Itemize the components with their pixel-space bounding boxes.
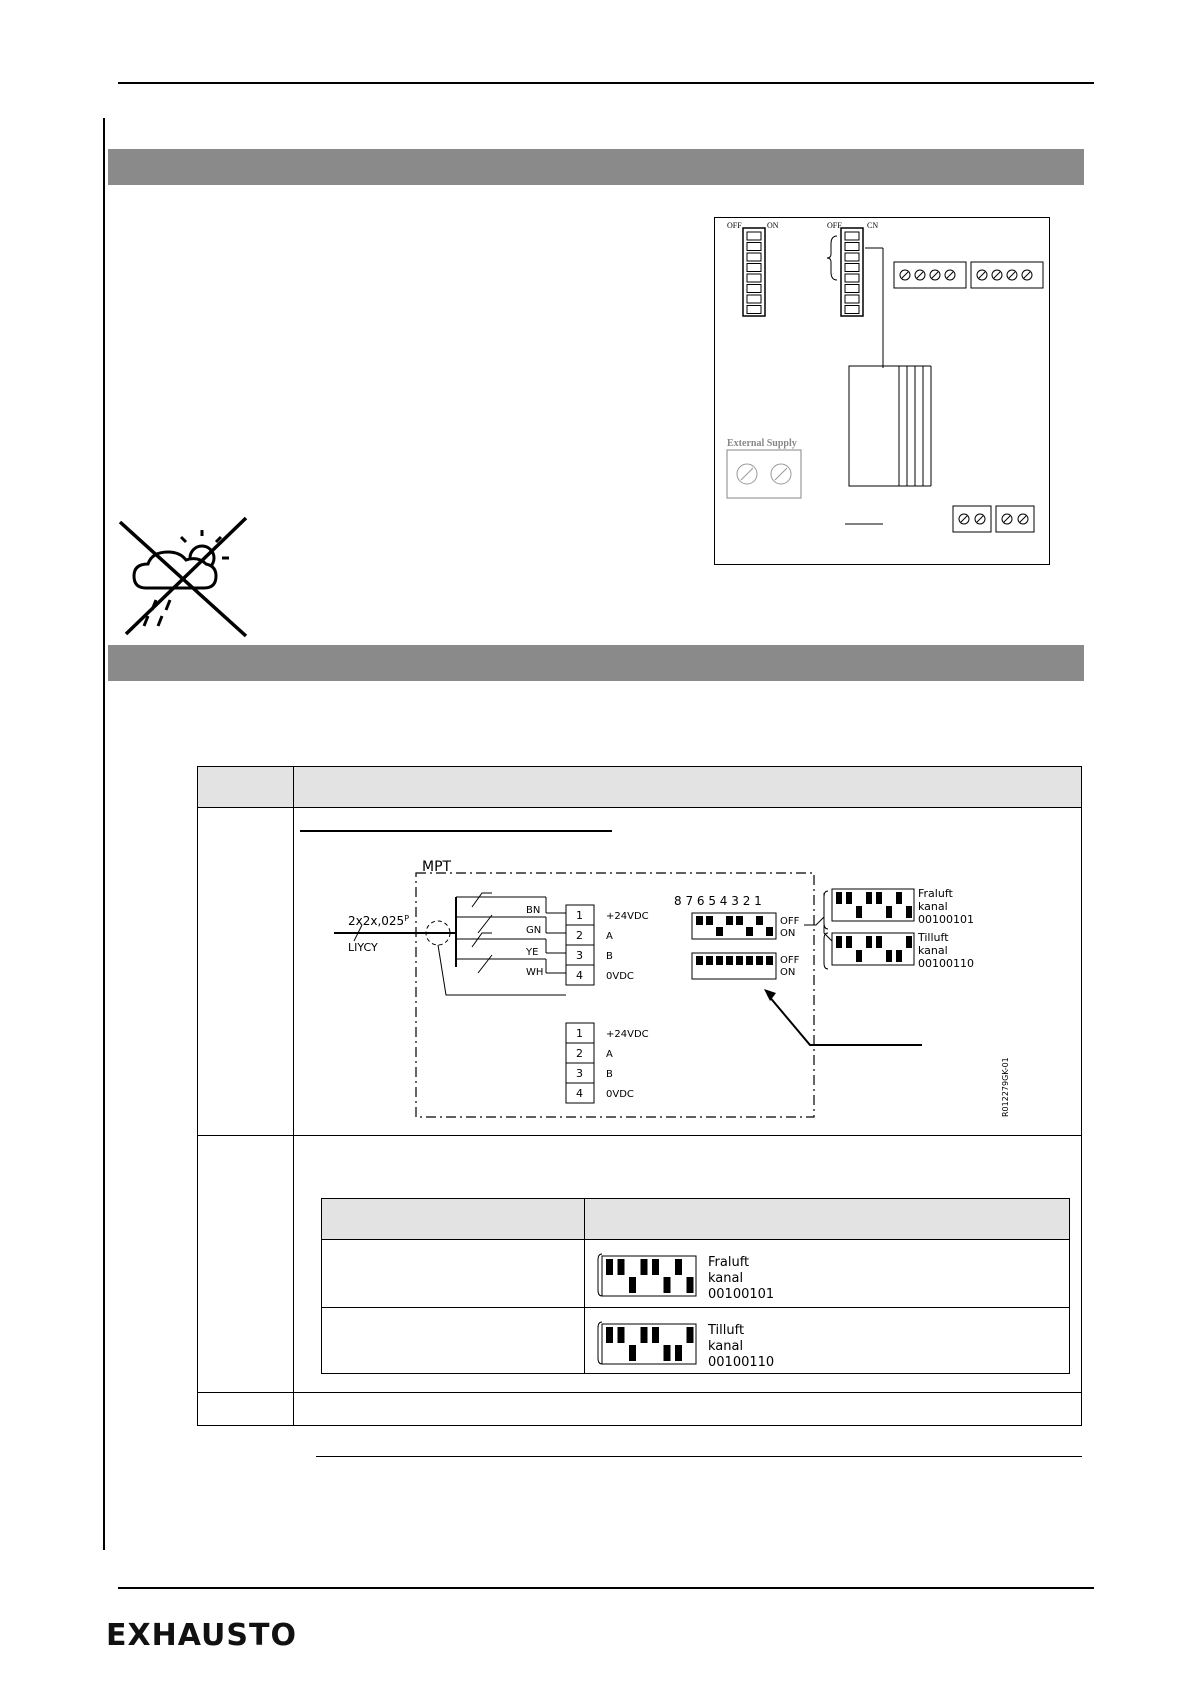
dip-toggle xyxy=(836,892,842,904)
dip-toggle xyxy=(756,956,763,965)
dip-cell xyxy=(747,274,761,282)
tilluft-name: Tilluft xyxy=(918,931,949,944)
dip-toggle xyxy=(618,1327,625,1343)
dip-toggle xyxy=(876,892,882,904)
dip-toggle xyxy=(652,1327,659,1343)
dip-cell xyxy=(845,232,859,240)
mpt-label: MPT xyxy=(422,859,452,875)
dip-toggle xyxy=(706,916,713,925)
terminal-label: B xyxy=(606,951,613,962)
dip-toggle xyxy=(846,892,852,904)
fraluft-sub: kanal xyxy=(918,900,948,913)
board-diagram xyxy=(714,217,1050,565)
terminal-number: 4 xyxy=(576,969,583,982)
terminal-label: 0VDC xyxy=(606,971,634,982)
brace xyxy=(827,236,837,280)
row-divider-2 xyxy=(198,1392,1081,1393)
settings-table-header xyxy=(322,1199,1069,1239)
dip-toggle xyxy=(641,1259,648,1275)
terminal-number: 1 xyxy=(576,1027,583,1040)
dip-toggle xyxy=(886,950,892,962)
dip-toggle xyxy=(846,936,852,948)
dip-numbers: 8 7 6 5 4 3 2 1 xyxy=(674,894,762,908)
dip-toggle xyxy=(906,906,912,918)
terminal-label: A xyxy=(606,931,613,942)
settings-row-1-code: 00100101 xyxy=(708,1287,775,1302)
header-underline xyxy=(198,807,1081,808)
dip-cell xyxy=(747,285,761,293)
terminal-number: 4 xyxy=(576,1087,583,1100)
terminal-number: 3 xyxy=(576,1067,583,1080)
dip-toggle xyxy=(766,927,773,936)
dip-cell xyxy=(747,295,761,303)
drawing-id: R012279GK-01 xyxy=(1001,1057,1010,1117)
dip-toggle xyxy=(866,892,872,904)
wiring-title-underline xyxy=(300,830,612,832)
terminal-label: A xyxy=(606,1049,613,1060)
pointer-arrow xyxy=(768,995,922,1045)
dip-toggle xyxy=(756,916,763,925)
dip-cell xyxy=(747,264,761,272)
terminal-number: 1 xyxy=(576,909,583,922)
dip-cell xyxy=(747,253,761,261)
settings-row-1 xyxy=(590,1250,790,1302)
dip-toggle xyxy=(696,916,703,925)
dip-toggle xyxy=(706,956,713,965)
external-supply-label: External Supply xyxy=(727,438,797,449)
cable-spec: $2x2x,025^P$ xyxy=(348,914,410,928)
fraluft-code: 00100101 xyxy=(918,913,974,926)
svg-text:ON: ON xyxy=(780,967,796,978)
exhausto-logo: EXHAUSTO xyxy=(106,1618,297,1653)
col-divider xyxy=(293,767,294,1425)
terminal-number: 2 xyxy=(576,929,583,942)
dip-cell xyxy=(845,306,859,314)
dip-cell xyxy=(747,243,761,251)
footnote-rule xyxy=(316,1456,1082,1457)
dip1-off-label: OFF xyxy=(727,221,742,230)
section-header-bar-2 xyxy=(108,645,1084,681)
dip-toggle xyxy=(906,936,912,948)
dip-toggle xyxy=(687,1277,694,1293)
dip-toggle xyxy=(618,1259,625,1275)
dip-cell xyxy=(845,253,859,261)
tilluft-code: 00100110 xyxy=(918,957,974,970)
dip-toggle xyxy=(866,936,872,948)
dip-toggle xyxy=(746,956,753,965)
dip-block-b xyxy=(692,953,776,979)
terminal-number: 3 xyxy=(576,949,583,962)
dip2-off-label: OFF xyxy=(827,221,842,230)
section-header-bar-1 xyxy=(108,149,1084,185)
board-drawing xyxy=(715,218,1051,566)
wire-color-label: WH xyxy=(526,967,544,978)
wire-color-label: BN xyxy=(526,905,541,916)
dip-toggle xyxy=(836,936,842,948)
left-margin-bar xyxy=(103,118,105,1550)
dip-toggle xyxy=(896,950,902,962)
dip-toggle xyxy=(675,1345,682,1361)
terminal-number: 2 xyxy=(576,1047,583,1060)
tilluft-sub: kanal xyxy=(918,944,948,957)
dip-toggle xyxy=(652,1259,659,1275)
dip-toggle xyxy=(736,956,743,965)
dip-block-a xyxy=(692,913,776,939)
row-divider-1 xyxy=(198,1135,1081,1136)
dip-toggle xyxy=(606,1327,613,1343)
dip-toggle xyxy=(726,916,733,925)
dip-toggle xyxy=(664,1345,671,1361)
dip-toggle xyxy=(629,1277,636,1293)
dip-toggle xyxy=(856,906,862,918)
dip-toggle xyxy=(641,1327,648,1343)
relay-block xyxy=(849,366,899,486)
wire-color-label: GN xyxy=(526,925,542,936)
dip-toggle xyxy=(856,950,862,962)
dip2-on-label: CN xyxy=(867,221,879,230)
settings-row-2 xyxy=(590,1318,790,1370)
dip-toggle xyxy=(687,1327,694,1343)
dip-cell xyxy=(845,274,859,282)
settings-row-1-sub: kanal xyxy=(708,1271,744,1286)
cable-type: LIYCY xyxy=(348,941,378,954)
dip-toggle xyxy=(716,956,723,965)
dip-toggle xyxy=(664,1277,671,1293)
dip-toggle xyxy=(746,927,753,936)
dip-cell xyxy=(845,264,859,272)
no-outdoor-weather-icon xyxy=(116,514,256,642)
dip-cell xyxy=(747,306,761,314)
fraluft-name: Fraluft xyxy=(918,887,953,900)
settings-row-2-sub: kanal xyxy=(708,1339,744,1354)
dip1-on-label: ON xyxy=(767,221,779,230)
dip-toggle xyxy=(876,936,882,948)
svg-text:OFF: OFF xyxy=(780,955,800,966)
settings-row-2-code: 00100110 xyxy=(708,1355,775,1370)
svg-text:ON: ON xyxy=(780,928,796,939)
terminal-label: +24VDC xyxy=(606,1029,649,1040)
top-rule xyxy=(118,82,1094,84)
terminal-label: 0VDC xyxy=(606,1089,634,1100)
settings-row-2-name: Tilluft xyxy=(708,1323,745,1338)
dip-toggle xyxy=(766,956,773,965)
terminal-label: B xyxy=(606,1069,613,1080)
dip-toggle xyxy=(696,956,703,965)
dip-toggle xyxy=(716,927,723,936)
svg-text:OFF: OFF xyxy=(780,916,800,927)
dip-toggle xyxy=(629,1345,636,1361)
external-supply-terminal xyxy=(727,450,801,498)
dip-toggle xyxy=(886,906,892,918)
dip-toggle xyxy=(736,916,743,925)
terminal-label: +24VDC xyxy=(606,911,649,922)
dip-toggle xyxy=(606,1259,613,1275)
config-table-header xyxy=(198,767,1081,808)
dip-toggle xyxy=(726,956,733,965)
dip-cell xyxy=(845,295,859,303)
dip-cell xyxy=(845,243,859,251)
dip-toggle xyxy=(896,892,902,904)
dip-toggle xyxy=(675,1259,682,1275)
settings-row-1-name: Fraluft xyxy=(708,1255,750,1270)
bottom-rule xyxy=(118,1587,1094,1589)
dip-cell xyxy=(747,232,761,240)
wiring-diagram xyxy=(320,855,1020,1130)
wire-color-label: YE xyxy=(526,947,539,958)
dip-cell xyxy=(845,285,859,293)
